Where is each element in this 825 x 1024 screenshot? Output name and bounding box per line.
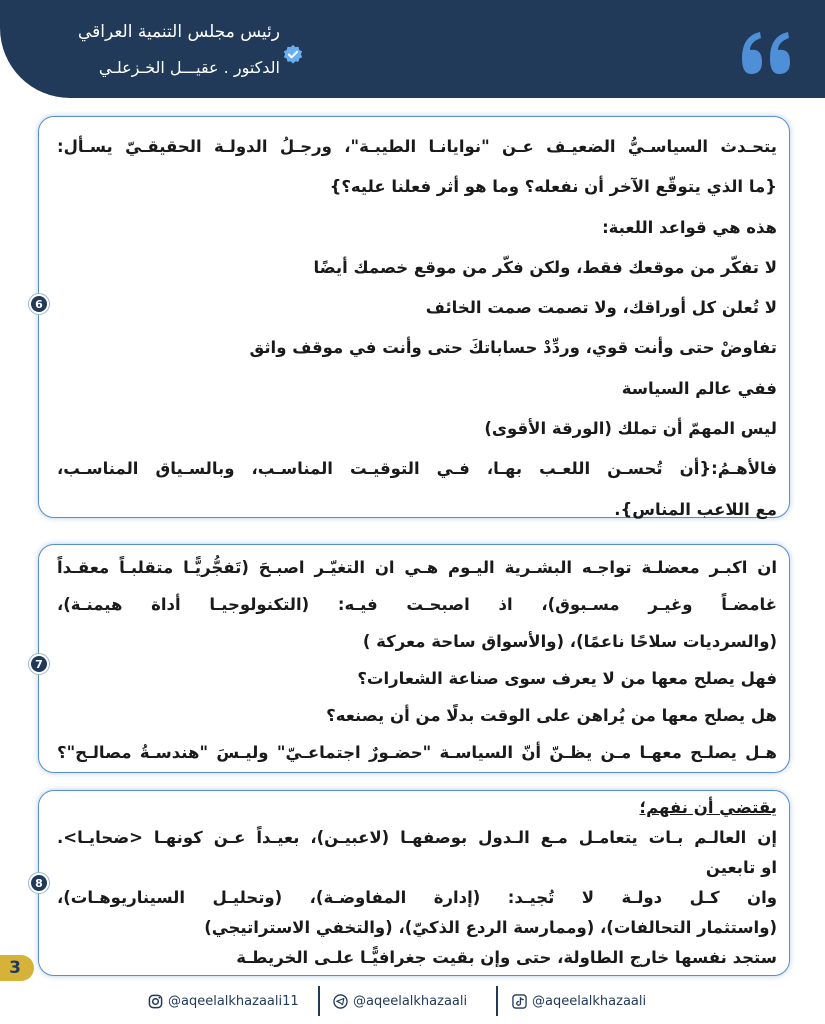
- tiktok-handle-text: @aqeelalkhazaali: [532, 993, 647, 1009]
- section-7-box: [35, 544, 790, 773]
- paragraph-line: يتحـدث السياسـيُّ الضعيـف عـن "نوايانـا الطيبـة"، ورجـلُ الدولـة الحقيقـيّ يسـأل:: [57, 137, 777, 156]
- paragraph-line: وان كـل دولـة لا تُجيـد: (إدارة المفاوضـة)، (وتحليـل السيناريوهـات)،: [57, 888, 777, 907]
- paragraph-line: يقتضي أن نفهم؛: [639, 798, 777, 817]
- paragraph-line: فالأهـمُ:{أن تُحسـن اللعـب بهـا، فـي التوقيـت المناسـب، وبالسـياق المناسـب،: [57, 459, 777, 479]
- section-number-badge: 7: [28, 653, 50, 675]
- quote-icon: [738, 28, 794, 76]
- instagram-handle-text: @aqeelalkhazaali11: [168, 993, 299, 1009]
- paragraph-line: ليس المهمّ أن تملك (الورقة الأقوى): [484, 419, 777, 439]
- paragraph-line: ستجد نفسها خارج الطاولة، حتى وإن بقيت جغرافيًّـا علـى الخريطـة: [236, 948, 777, 967]
- paragraph-line: (والسرديات سلاحًا ناعمًا)، (والأسواق ساحة معركة ): [362, 632, 777, 651]
- tiktok-icon: [512, 994, 527, 1009]
- paragraph-line: ان اكبـر معضلـة تواجـه البشـرية اليـوم هـي ان التغيّـر اصبـحَ (تَفجُّريًّـا متقلبـاً معقـداً: [57, 558, 777, 577]
- paragraph-line: فهل يصلح معها من لا يعرف سوى صناعة الشعارات؟: [357, 669, 777, 688]
- telegram-handle[interactable]: [333, 991, 467, 1011]
- paragraph-line: تفاوضْ حتى وأنت قوي، وردِّدْ حساباتكَ حتى وأنت في موقف واثق: [249, 338, 777, 358]
- paragraph-line: لا تُعلن كل أوراقك، ولا تصمت صمت الخائف: [425, 298, 777, 318]
- page-header: [0, 0, 825, 98]
- header-title: رئيس مجلس التنمية العراقي: [77, 22, 280, 42]
- header-name: الدكتور . عقيـــل الخـزعلـي: [98, 58, 280, 77]
- section-number-badge: 8: [28, 872, 50, 894]
- paragraph-line: هـل يصلـح معهـا مـن يظـنّ أنّ السياسـة "حضـورٌ اجتماعـيّ" وليـسَ "هندسـةُ مصالـح"؟: [57, 743, 777, 762]
- paragraph-line: لا تفكّر من موقعك فقط، ولكن فكّر من موقع خصمك أيضًا: [313, 257, 777, 277]
- instagram-icon: [148, 994, 163, 1009]
- paragraph-line: او تابعين: [705, 858, 777, 877]
- paragraph-line: هل يصلح معها من يُراهن على الوقت بدلًا من أن يصنعه؟: [326, 706, 777, 725]
- paragraph-line: هذه هي قواعد اللعبة:: [602, 217, 777, 237]
- paragraph-line: {ما الذي يتوقّع الآخر أن نفعله؟ وما هو أثر فعلنا عليه؟}: [329, 177, 777, 197]
- instagram-handle[interactable]: [148, 991, 299, 1011]
- section-8-box: [35, 790, 790, 976]
- tiktok-handle[interactable]: [512, 991, 646, 1011]
- telegram-icon: [333, 994, 348, 1009]
- footer-divider: [496, 986, 498, 1016]
- section-8-text: [57, 793, 777, 973]
- paragraph-line: غامضـاً وغيـر مسـبوق)، اذ اصبحـت فيـه: (التكنولوجيـا أداة هيمنـة)،: [57, 595, 777, 614]
- paragraph-line: (واستثمار التحالفات)، (وممارسة الردع الذكيّ)، (والتخفي الاستراتيجي): [204, 918, 777, 937]
- section-6-box: [35, 116, 790, 519]
- section-6-text: [57, 127, 777, 530]
- page-number: 3: [0, 955, 34, 981]
- paragraph-line: إن العالـم بـات يتعامـل مـع الـدول بوصفهـا (لاعبيـن)، بعيـداً عـن كونهـا <ضحايـا>.: [57, 828, 777, 847]
- verified-badge-icon: [282, 44, 304, 66]
- section-number-badge: 6: [28, 293, 50, 315]
- footer-divider: [318, 986, 320, 1016]
- footer-social-bar: [0, 984, 825, 1018]
- paragraph-line: ففي عالم السياسة: [621, 378, 777, 398]
- section-7-text: [57, 549, 777, 771]
- paragraph-line: مع اللاعب المناس}.: [614, 499, 777, 519]
- telegram-handle-text: @aqeelalkhazaali: [353, 993, 468, 1009]
